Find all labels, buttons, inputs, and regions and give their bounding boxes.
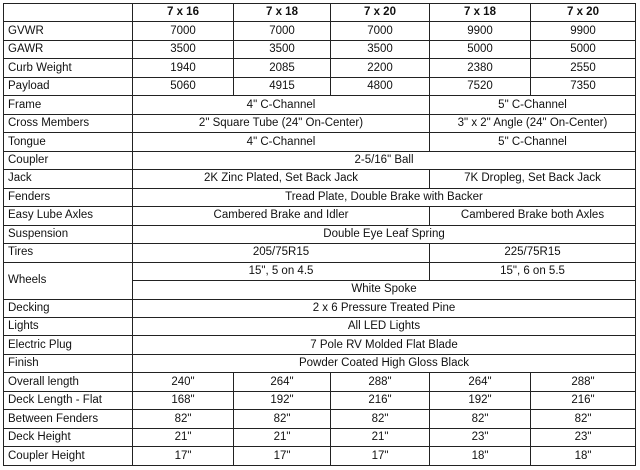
cell: 192" [430,391,531,409]
cell-heavy-models: 15", 6 on 5.5 [430,262,636,280]
cell-heavy-models: 5" C-Channel [430,96,636,114]
row-fenders [4,188,636,206]
row-label: Electric Plug [4,336,133,354]
cell: 3500 [331,40,430,58]
cell: 23" [531,428,636,446]
header-blank [4,4,133,22]
row-label: Jack [4,170,133,188]
row-label: Between Fenders [4,410,133,428]
cell: 7000 [331,22,430,40]
row-payload [4,77,636,95]
cell: 216" [531,391,636,409]
row-cross-members [4,114,636,132]
cell: 21" [234,428,331,446]
row-label: Decking [4,299,133,317]
cell: 18" [430,447,531,466]
row-coupler-height [4,447,636,466]
cell-heavy-models: 225/75R15 [430,244,636,262]
row-jack [4,170,636,188]
row-label: Curb Weight [4,59,133,77]
cell-all-models: Double Eye Leaf Spring [133,225,636,243]
row-label: Lights [4,317,133,335]
cell: 1940 [133,59,234,77]
cell: 5000 [430,40,531,58]
header-7x16: 7 x 16 [133,4,234,22]
row-overall-length [4,373,636,391]
cell-all-models: 7 Pole RV Molded Flat Blade [133,336,636,354]
cell: 17" [331,447,430,466]
cell: 2200 [331,59,430,77]
row-label: Cross Members [4,114,133,132]
row-label: Overall length [4,373,133,391]
row-deck-length [4,391,636,409]
row-label: Tires [4,244,133,262]
cell: 82" [331,410,430,428]
cell: 7520 [430,77,531,95]
cell-all-models: 2 x 6 Pressure Treated Pine [133,299,636,317]
row-between-fenders [4,410,636,428]
cell-light-models: Cambered Brake and Idler [133,207,430,225]
trailer-spec-table [3,3,636,466]
row-label: Wheels [4,262,133,299]
cell: 4800 [331,77,430,95]
cell-heavy-models: Cambered Brake both Axles [430,207,636,225]
row-coupler [4,151,636,169]
row-finish [4,354,636,372]
cell: 9900 [430,22,531,40]
cell: 2550 [531,59,636,77]
cell-heavy-models: 7K Dropleg, Set Back Jack [430,170,636,188]
row-tires [4,244,636,262]
cell: 82" [234,410,331,428]
cell: 216" [331,391,430,409]
header-7x20: 7 x 20 [331,4,430,22]
row-label: Coupler [4,151,133,169]
cell-light-models: 15", 5 on 4.5 [133,262,430,280]
row-curb-weight [4,59,636,77]
row-tongue [4,133,636,151]
cell-light-models: 205/75R15 [133,244,430,262]
header-7x18: 7 x 18 [234,4,331,22]
cell-heavy-models: 3" x 2" Angle (24" On-Center) [430,114,636,132]
cell-all-models: 2-5/16" Ball [133,151,636,169]
row-label: Deck Height [4,428,133,446]
cell-all-models: Tread Plate, Double Brake with Backer [133,188,636,206]
row-frame [4,96,636,114]
header-row [4,4,636,22]
cell: 82" [133,410,234,428]
row-lights [4,317,636,335]
row-gawr [4,40,636,58]
cell-light-models: 2K Zinc Plated, Set Back Jack [133,170,430,188]
cell: 4915 [234,77,331,95]
cell: 21" [133,428,234,446]
cell: 9900 [531,22,636,40]
cell: 7000 [133,22,234,40]
cell-heavy-models: 5" C-Channel [430,133,636,151]
header-7x18-heavy: 7 x 18 [430,4,531,22]
cell: 18" [531,447,636,466]
cell: 7000 [234,22,331,40]
cell: 288" [331,373,430,391]
row-label: Finish [4,354,133,372]
cell: 23" [430,428,531,446]
row-suspension [4,225,636,243]
row-label: GAWR [4,40,133,58]
cell: 17" [234,447,331,466]
cell: 3500 [133,40,234,58]
cell: 3500 [234,40,331,58]
row-easy-lube-axles [4,207,636,225]
row-label: Tongue [4,133,133,151]
cell: 82" [531,410,636,428]
cell-light-models: 4" C-Channel [133,96,430,114]
cell: 82" [430,410,531,428]
row-label: Suspension [4,225,133,243]
row-decking [4,299,636,317]
cell: 168" [133,391,234,409]
cell-light-models: 2" Square Tube (24" On-Center) [133,114,430,132]
cell: 264" [234,373,331,391]
row-wheels [4,262,636,280]
cell: 17" [133,447,234,466]
cell: 2380 [430,59,531,77]
row-label: Payload [4,77,133,95]
cell: 2085 [234,59,331,77]
header-7x20-heavy: 7 x 20 [531,4,636,22]
cell: 192" [234,391,331,409]
row-label: Frame [4,96,133,114]
row-label: Coupler Height [4,447,133,466]
row-label: Deck Length - Flat [4,391,133,409]
cell-all-models: White Spoke [133,281,636,299]
cell: 240" [133,373,234,391]
row-deck-height [4,428,636,446]
cell-all-models: All LED Lights [133,317,636,335]
cell: 7350 [531,77,636,95]
cell-all-models: Powder Coated High Gloss Black [133,354,636,372]
cell: 288" [531,373,636,391]
row-gvwr [4,22,636,40]
cell: 5000 [531,40,636,58]
cell: 21" [331,428,430,446]
row-electric-plug [4,336,636,354]
cell: 5060 [133,77,234,95]
row-label: GVWR [4,22,133,40]
cell: 264" [430,373,531,391]
cell-light-models: 4" C-Channel [133,133,430,151]
row-label: Easy Lube Axles [4,207,133,225]
row-label: Fenders [4,188,133,206]
